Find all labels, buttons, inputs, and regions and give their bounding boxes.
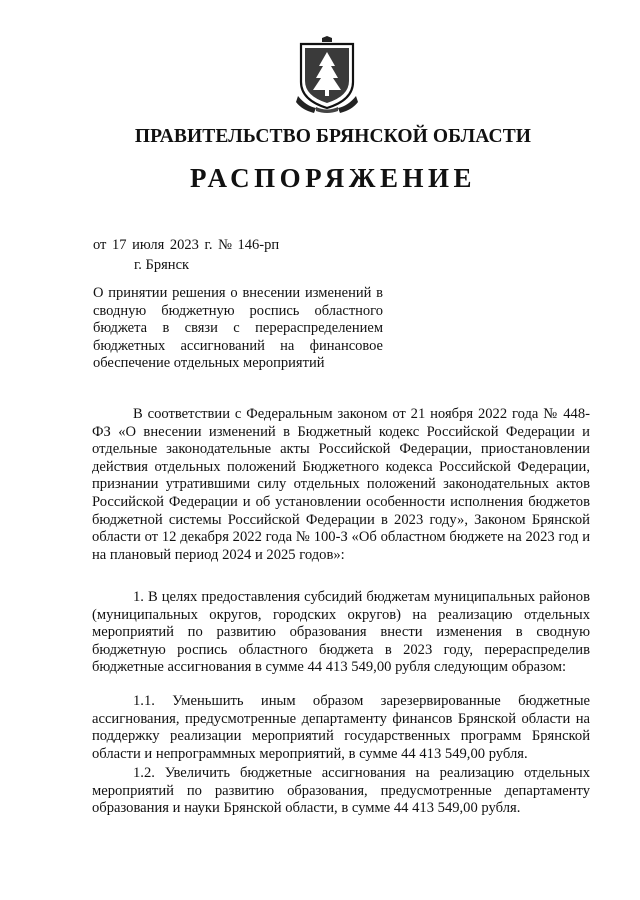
item-1-1-paragraph: 1.1. Уменьшить иным образом зарезервированные бюджетные ассигнования, предусмотренные департаменту финансов Брянской области на поддержку реализации мероприятий государственных программ Брянской области и непрограммных мероприятий, в сумме 44 413 549,00 рубля. xyxy=(92,693,590,762)
item-1-2-paragraph: 1.2. Увеличить бюджетные ассигнования на реализацию отдельных мероприятий по развитию образования, предусмотренные департаменту образования и науки Брянской области, в сумме 44 413 549,00 рубля. xyxy=(92,765,590,817)
document-date-number: от 17 июля 2023 г. № 146-рп xyxy=(93,237,280,253)
document-type-title: РАСПОРЯЖЕНИЕ xyxy=(189,163,477,193)
document-subject: О принятии решения о внесении изменений в сводную бюджетную роспись областного бюджета в связи с перераспределением бюджетных ассигнований на финансовое обеспечение отдельных мероприятий xyxy=(93,285,383,372)
item-1-paragraph: 1. В целях предоставления субсидий бюджетам муниципальных районов (муниципальных округов, городских округов) на реализацию отдельных мероприятий по развитию образования внести изменения в сводную бюджетную роспись областного бюджета в 2023 году, перераспределив бюджетные ассигнования в сумме 44 413 549,00 рубля следующим образом: xyxy=(92,589,590,676)
preamble-paragraph: В соответствии с Федеральным законом от 21 ноября 2022 года № 448-ФЗ «О внесении изменений в Бюджетный кодекс Российской Федерации и отдельные законодательные акты Российской Федерации, приостановлении действия отдельных положений Бюджетного кодекса Российской Федерации, признании утратившими силу отдельных положений законодательных актов Российской Федерации и об установлении особенности исполнения бюджетов бюджетной системы Российской Федерации в 2023 году», Законом Брянской области от 12 декабря 2022 года № 100-З «Об областном бюджете на 2023 год и на плановый период 2024 и 2025 годов»: xyxy=(92,406,590,563)
government-title: ПРАВИТЕЛЬСТВО БРЯНСКОЙ ОБЛАСТИ xyxy=(134,126,532,147)
document-city: г. Брянск xyxy=(134,257,190,273)
coat-of-arms-icon xyxy=(296,36,358,114)
